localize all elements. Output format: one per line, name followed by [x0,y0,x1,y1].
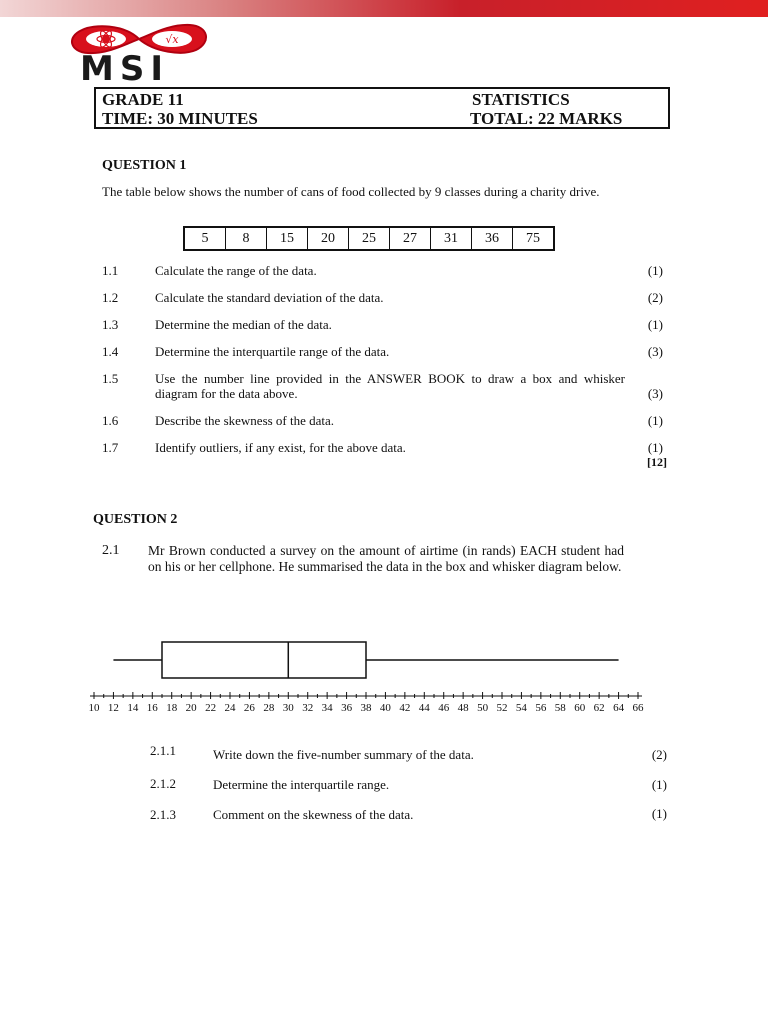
question-2-intro: Mr Brown conducted a survey on the amount of airtime (in rands) EACH student had on his or her cellphone. He summarised the data in the box and whisker diagram below. [148,543,624,574]
item-number: 2.1.3 [150,807,176,822]
tick-label: 40 [379,702,391,714]
tick-label: 22 [205,702,217,714]
tick-label: 66 [632,702,644,714]
tick-label: 10 [88,702,100,714]
tick-label: 50 [477,702,489,714]
item-text: Calculate the range of the data. [155,263,317,278]
box-whisker-chart [88,628,658,714]
item-number: 1.7 [102,440,119,455]
item-text: Determine the interquartile range. [213,777,390,792]
tick-label: 64 [613,702,625,714]
item-mark: (1) [647,317,663,332]
tick-label: 46 [438,702,450,714]
tick-label: 18 [166,702,178,714]
tick-label: 32 [302,702,314,714]
tick-label: 28 [263,702,275,714]
tick-label: 26 [243,702,255,714]
iqr-box [162,642,366,678]
item-number: 2.1.1 [150,743,176,758]
table-cell: 20 [308,227,349,250]
question-1-intro: The table below shows the number of cans of food collected by 9 classes during a charity drive. [102,184,600,199]
tick-label: 56 [535,702,547,714]
tick-label: 16 [146,702,158,714]
question-1-heading: QUESTION 1 [102,158,187,173]
tick-label: 36 [341,702,353,714]
question-2-heading: QUESTION 2 [93,512,178,527]
tick-label: 42 [399,702,411,714]
table-cell: 27 [390,227,431,250]
item-text: Use the number line provided in the ANSWER BOOK to draw a box and whisker diagram for the data above. [155,371,625,401]
msi-logo [64,22,214,89]
tick-label: 30 [282,702,294,714]
tick-label: 60 [574,702,586,714]
item-text: Identify outliers, if any exist, for the above data. [155,440,406,455]
table-cell: 36 [472,227,513,250]
table-cell: 8 [226,227,267,250]
item-number: 1.6 [102,413,119,428]
item-mark: (2) [647,290,663,305]
tick-label: 62 [593,702,605,714]
item-number: 2.1 [102,543,120,558]
item-text: Calculate the standard deviation of the data. [155,290,384,305]
item-mark: (2) [651,747,667,762]
table-cell: 15 [267,227,308,250]
tick-labels [89,702,645,714]
item-mark: (1) [647,263,663,278]
table-cell: 75 [513,227,555,250]
exam-header-box [94,87,670,129]
time-label: TIME: 30 MINUTES [102,109,258,128]
total-marks-label: TOTAL: 22 MARKS [470,109,623,128]
item-text: Comment on the skewness of the data. [213,807,414,822]
tick-label: 12 [107,702,119,714]
tick-label: 52 [496,702,508,714]
item-text: Describe the skewness of the data. [155,413,335,428]
item-number: 1.1 [102,263,119,278]
tick-label: 58 [554,702,566,714]
grade-label: GRADE 11 [102,90,184,109]
item-mark: (1) [651,806,667,821]
subject-label: STATISTICS [472,90,570,109]
item-number: 1.4 [102,344,119,359]
item-mark: (3) [647,386,663,401]
item-number: 1.3 [102,317,119,332]
item-mark: (3) [647,344,663,359]
tick-label: 44 [418,702,430,714]
item-number: 1.2 [102,290,119,305]
item-text: Write down the five-number summary of the data. [213,747,474,762]
item-number: 1.5 [102,371,119,386]
tick-label: 38 [360,702,372,714]
item-text: Determine the interquartile range of the data. [155,344,390,359]
item-number: 2.1.2 [150,776,176,791]
tick-label: 34 [321,702,333,714]
item-mark: (1) [647,440,663,455]
svg-text:√x: √x [165,33,179,46]
table-cell: 31 [431,227,472,250]
item-text: Determine the median of the data. [155,317,332,332]
tick-label: 20 [185,702,197,714]
top-color-bar [0,0,768,17]
logo-wordmark: MSI [80,49,169,89]
table-cell: 5 [184,227,226,250]
table-cell: 25 [349,227,390,250]
question-1-total: [12] [647,455,667,469]
tick-label: 24 [224,702,236,714]
item-mark: (1) [651,777,667,792]
item-mark: (1) [647,413,663,428]
cans-data-table [183,226,555,251]
tick-label: 54 [515,702,527,714]
tick-label: 14 [127,702,139,714]
tick-label: 48 [457,702,469,714]
